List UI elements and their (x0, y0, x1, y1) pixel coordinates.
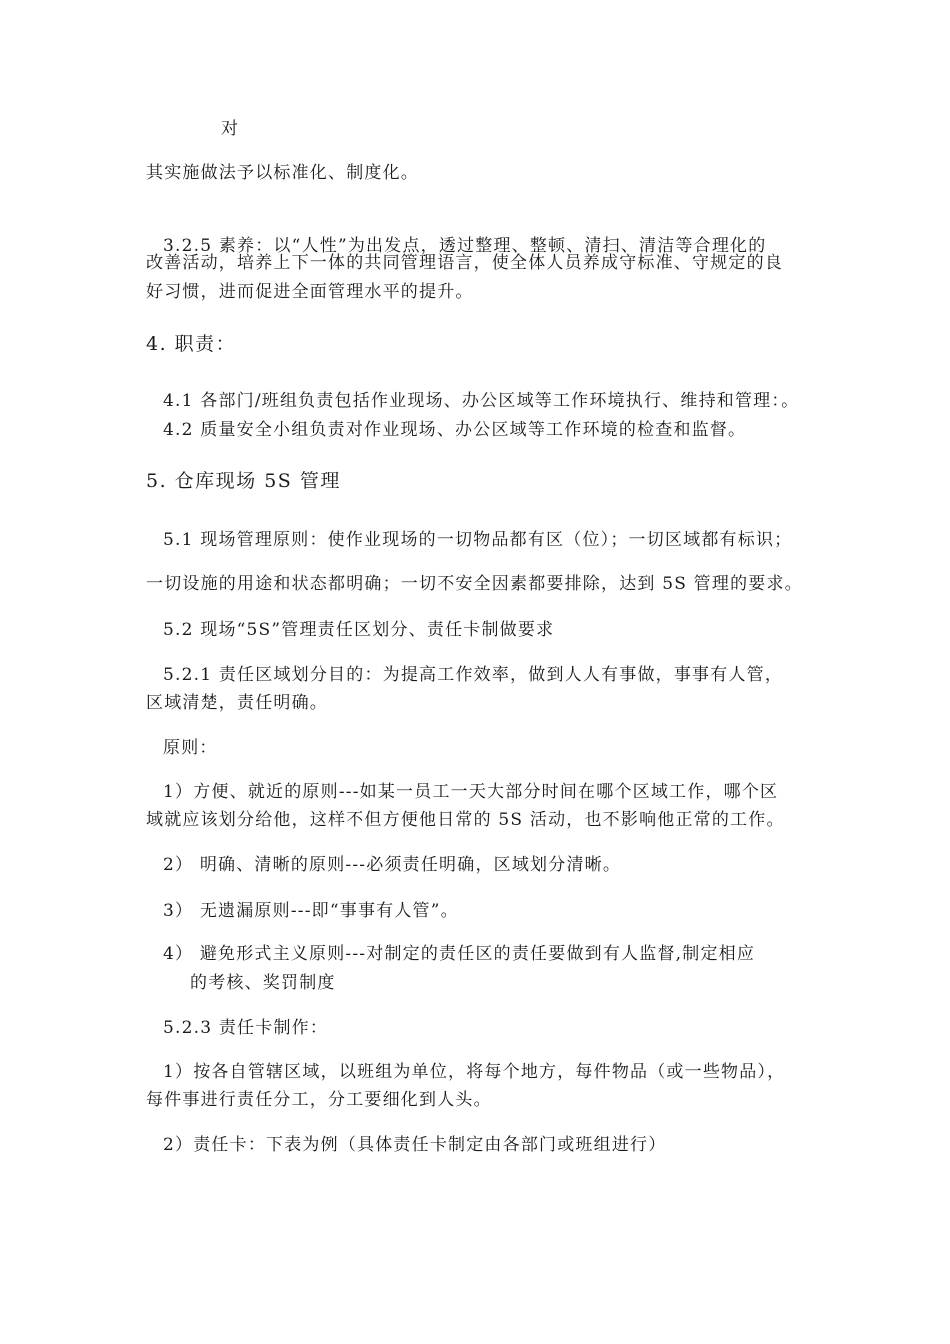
text-line: 1）方便、就近的原则---如某一员工一天大部分时间在哪个区域工作，哪个区 (163, 782, 779, 802)
text-line: 改善活动，培养上下一体的共同管理语言，使全体人员养成守标准、守规定的良 (146, 253, 783, 273)
text-line: 2） 明确、清晰的原则---必须责任明确，区域划分清晰。 (163, 855, 622, 875)
text-line: 一切设施的用途和状态都明确；一切不安全因素都要排除，达到 5S 管理的要求。 (146, 574, 803, 594)
text-line: 其实施做法予以标准化、制度化。 (146, 163, 419, 183)
text-line: 3） 无遗漏原则---即“事事有人管”。 (163, 901, 459, 921)
text-line: 域就应该划分给他，这样不但方便他日常的 5S 活动，也不影响他正常的工作。 (146, 810, 785, 830)
text-line: 每件事进行责任分工，分工要细化到人头。 (146, 1090, 492, 1110)
text-line: 4.1 各部门/班组负责包括作业现场、办公区域等工作环境执行、维持和管理：。 (163, 391, 800, 411)
text-line: 对 (221, 119, 240, 139)
text-line: 的考核、奖罚制度 (190, 973, 336, 993)
text-line: 原则： (163, 738, 218, 758)
text-line: 好习惯，进而促进全面管理水平的提升。 (146, 282, 474, 302)
text-line: 3.2.5 素养：以“人性”为出发点，透过整理、整顿、清扫、清洁等合理化的 (163, 236, 767, 256)
text-line: 5.2.3 责任卡制作： (163, 1018, 329, 1038)
text-line: 1）按各自管辖区域，以班组为单位，将每个地方，每件物品（或一些物品）， (163, 1062, 786, 1082)
text-line: 4.2 质量安全小组负责对作业现场、办公区域等工作环境的检查和监督。 (163, 420, 747, 440)
text-line: 2）责任卡：下表为例（具体责任卡制定由各部门或班组进行） (163, 1135, 667, 1155)
text-line: 5.1 现场管理原则：使作业现场的一切物品都有区（位）；一切区域都有标识； (163, 530, 793, 550)
text-line: 5.2.1 责任区域划分目的：为提高工作效率，做到人人有事做，事事有人管， (163, 665, 784, 685)
text-line: 4） 避免形式主义原则---对制定的责任区的责任要做到有人监督,制定相应 (163, 944, 756, 964)
text-line: 区域清楚，责任明确。 (146, 693, 328, 713)
section-heading: 4. 职责： (146, 333, 237, 355)
text-line: 5.2 现场“5S”管理责任区划分、责任卡制做要求 (163, 620, 555, 640)
section-heading: 5. 仓库现场 5S 管理 (146, 470, 341, 492)
